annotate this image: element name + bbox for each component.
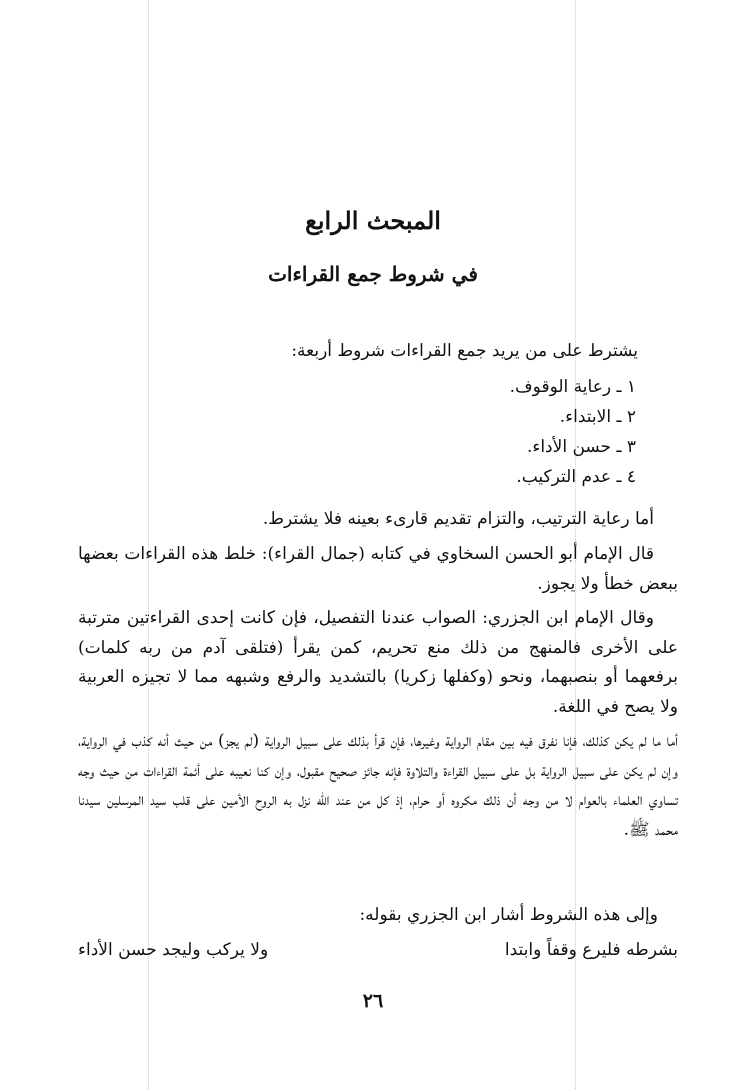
list-item: ٢ ـ الابتداء. [559,407,636,427]
page-number: ٢٦ [362,990,384,1012]
paragraph-text: أما رعاية الترتيب، والتزام تقديم قارىء بعينه فلا يشترط. [262,509,654,529]
list-item: ٤ ـ عدم التركيب. [516,467,636,487]
list-item: ٣ ـ حسن الأداء. [526,437,636,457]
paragraph-text: قال الإمام أبو الحسن السخاوي في كتابه (جمال القراء): خلط هذه القراءات بعضها ببعض خطأ ولا يجوز. [78,544,678,594]
list-item: ١ ـ رعاية الوقوف. [509,377,636,397]
verse-second-hemistich: ولا يركب وليجد حسن الأداء [78,940,269,960]
paragraph-text: وقال الإمام ابن الجزري: الصواب عندنا التفصيل، فإن كانت إحدى القراءتين مترتبة على الأخرى فالمنهج من ذلك منع تحريم، كمن يقرأ (فتلقى آدم من ربه كلمات) برفعهما أو بنصبهما، ونحو (وكفلها زكريا) بالتشديد والرفع وشبهه مما لا تجيزه العربية ولا يصح في اللغة. [78,608,678,717]
paragraph-text: أما ما لم يكن كذلك، فإنا نفرق فيه بين مقام الرواية وغيرها، فإن قرأ بذلك على سبيل الرواية (لم يجز) من حيث أنه كذب في الرواية، وإن لم يكن على سبيل الرواية بل على سبيل القراءة والتلاوة فإنه جائز صحيح مقبول، وإن كنا نعيبه على أئمة القراءات من حيث وجه تساوي العلماء بالعوام لا من وجه أن ذلك مكروه أو حرام، إذ كل من عند الله نزل به الروح الأمين على قلب سيد المرسلين سيدنا محمد ﷺ. [78,731,678,840]
conditions-list [78,372,636,492]
paragraph-sakhawi [78,540,678,599]
poetry-verse [78,935,678,965]
verse-first-hemistich: بشرطه فليرع وقفاً وابتدا [504,940,678,960]
paragraph-verse-intro: وإلى هذه الشروط أشار ابن الجزري بقوله: [359,905,658,925]
paragraph-ibn-jazari [78,604,678,722]
intro-paragraph: يشترط على من يريد جمع القراءات شروط أربعة: [291,341,638,361]
section-title: المبحث الرابع [305,206,441,235]
paragraph-riwaya [78,727,678,845]
section-subtitle: في شروط جمع القراءات [268,262,478,286]
paragraph-order [78,505,678,535]
